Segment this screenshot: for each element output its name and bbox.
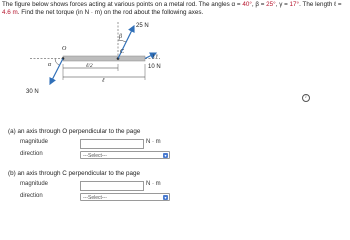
label-force-30N: 30 N [26, 89, 39, 95]
force-arrow-30N [50, 59, 63, 85]
label-l-half: ℓ/2 [86, 63, 93, 69]
info-icon[interactable]: i [302, 94, 310, 102]
part-b-direction-label: direction [20, 193, 43, 199]
chevron-down-icon: ▾ [164, 153, 167, 158]
part-b-magnitude-label: magnitude [20, 181, 49, 187]
metal-rod [63, 56, 145, 61]
label-C: C [120, 49, 125, 55]
label-gamma: γ [156, 54, 158, 59]
part-a-title: (a) an axis through O perpendicular to the page [8, 128, 141, 135]
part-b-unit: N · m [146, 181, 161, 187]
problem-text-2: . The length [299, 1, 333, 8]
part-b-magnitude-row [20, 181, 80, 187]
gamma-value: 17° [289, 1, 300, 8]
beta-symbol: β = [255, 1, 265, 8]
angle-arc-beta [118, 40, 126, 42]
gamma-symbol: γ = [279, 1, 288, 8]
part-a-select-value: ---Select--- [83, 153, 107, 159]
part-a-magnitude-row [20, 139, 80, 145]
alpha-symbol: α = [231, 1, 241, 8]
part-a-magnitude-label: magnitude [20, 139, 49, 145]
part-a-direction-select[interactable] [80, 151, 170, 159]
part-a-direction-row [20, 151, 80, 157]
rod-force-diagram [20, 20, 340, 130]
problem-text-3: . Find the net torque (in N · m) on the rod about the following axes. [17, 9, 204, 17]
force-arrow-10N [145, 53, 156, 59]
label-force-25N: 25 N [136, 23, 149, 29]
label-beta: β [119, 34, 122, 40]
part-b-direction-select[interactable] [80, 193, 170, 201]
beta-value: 25° [266, 1, 276, 8]
part-a-magnitude-input[interactable] [80, 139, 144, 149]
part-a-direction-label: direction [20, 151, 43, 157]
alpha-value: 40° [242, 1, 252, 8]
part-b-select-value: ---Select--- [83, 195, 107, 201]
label-alpha: α [48, 62, 52, 68]
part-a-unit: N · m [146, 139, 161, 145]
part-b-direction-row [20, 193, 80, 199]
chevron-down-icon: ▾ [164, 195, 167, 200]
part-b-title: (b) an axis through C perpendicular to the page [8, 170, 140, 177]
problem-text-1: The figure below shows forces acting at various points on a metal rod. The angles [2, 1, 230, 8]
ell-symbol: ℓ = [334, 1, 342, 8]
problem-statement: The figure below shows forces acting at various points on a metal rod. The angles α = 40°, β = 25°, γ = 17°. The length ℓ = 4.6 m. Find the net torque (in N · m) on the rod about the following axes. [2, 1, 342, 17]
label-O: O [62, 46, 67, 52]
ell-value: 4.6 m [2, 9, 18, 17]
label-force-10N: 10 N [148, 64, 161, 70]
angle-arc-alpha [55, 59, 59, 66]
part-b-magnitude-input[interactable] [80, 181, 144, 191]
label-l: ℓ [102, 78, 105, 84]
